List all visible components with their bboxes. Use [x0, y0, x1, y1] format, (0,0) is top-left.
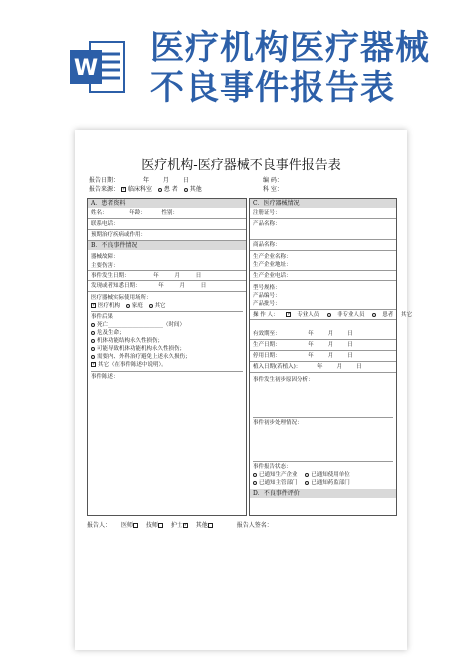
- source-option-other: 其他: [189, 186, 202, 193]
- document-page: [75, 130, 413, 650]
- outcome-death: 死亡____________________（时间）: [91, 320, 185, 328]
- status-radio-mfr[interactable]: [253, 473, 257, 477]
- role-doctor: 医师: [120, 522, 133, 529]
- outcome-radio-life[interactable]: [91, 331, 95, 335]
- left-panel: [87, 198, 247, 516]
- outcome-permanent: 机体功能结构永久性损伤；: [91, 336, 163, 344]
- outcome-possible: 可能导致机体功能机构永久性损伤；: [91, 344, 185, 352]
- role-nurse: 护士: [170, 522, 183, 529]
- source-radio-patient[interactable]: [158, 188, 162, 192]
- operator-option-pro: 专业人员: [297, 312, 320, 318]
- consequence-label: 事件后果: [91, 311, 243, 320]
- section-c-header: C．医疗器械情况: [250, 199, 396, 208]
- contact-phone-label: 联系电话：: [88, 219, 246, 230]
- use-place-options: [91, 301, 166, 309]
- report-date-row: [89, 177, 189, 185]
- manufacturer-label: 生产企业名称：: [253, 254, 292, 260]
- banner-title: [150, 28, 430, 108]
- footer-row: [87, 520, 273, 529]
- svg-text:W: W: [73, 56, 99, 81]
- section-b-header: B．不良事件情况: [88, 241, 246, 250]
- source-option-patient: 患 者: [163, 186, 178, 193]
- discover-date-row: [88, 281, 246, 292]
- occur-day: 日: [195, 273, 202, 279]
- status-radio-user[interactable]: [305, 473, 309, 477]
- operator-row: [250, 309, 413, 320]
- patient-sex-label: 性别：: [161, 210, 179, 216]
- occur-date-row: [88, 270, 246, 281]
- role-tech: 技师: [145, 522, 158, 529]
- source-radio-other[interactable]: [184, 188, 188, 192]
- prod-date-label: 生产日期：: [253, 342, 281, 348]
- implant-date-label: 植入日期(若植入)：: [253, 364, 302, 370]
- status-row-2: 已通知主管部门 已通知药监部门: [253, 478, 350, 486]
- main-harm-label: 主要伤害：: [91, 263, 119, 269]
- discover-day: 日: [200, 283, 207, 289]
- source-checkbox-clinical[interactable]: ✓: [121, 186, 127, 192]
- place-option-other: 其它: [154, 303, 166, 309]
- report-source-row: [89, 186, 202, 194]
- disease-label: 预期治疗疾病或作用：: [88, 230, 246, 241]
- day-label: 日: [182, 177, 189, 184]
- section-d-header: D．不良事件评价: [250, 489, 396, 498]
- discover-year: 年: [158, 283, 164, 289]
- device-fault-label: 器械故障：: [91, 254, 119, 260]
- outcome-radio-possible[interactable]: [91, 347, 95, 351]
- place-radio-home[interactable]: [126, 304, 130, 308]
- dept-label: 科 室：: [263, 186, 283, 193]
- occur-year: 年: [153, 273, 159, 279]
- role-checkbox-tech[interactable]: [158, 523, 163, 528]
- patient-basic-row: [88, 208, 246, 219]
- cause-analysis-label: 事件发生初步原因分析：: [253, 377, 314, 383]
- right-panel: [249, 198, 413, 516]
- operator-option-other: 其它: [401, 312, 413, 318]
- role-checkbox-other[interactable]: [208, 523, 213, 528]
- outcome-life: 危及生命；: [91, 328, 125, 336]
- reporter-label: 报告人：: [87, 522, 112, 529]
- discover-month: 月: [179, 283, 186, 289]
- occur-date-label: 事件发生日期：: [91, 273, 130, 279]
- outcome-radio-treatment[interactable]: [91, 355, 95, 359]
- outcome-treatment: 需要内、外科治疗避免上述永久损伤；: [91, 352, 191, 360]
- expiry-label: 有效期至：: [253, 331, 281, 337]
- code-label: 编 码：: [263, 177, 283, 184]
- discover-date-label: 发现或者知悉日期：: [91, 283, 141, 289]
- place-option-hospital: 医疗机构: [98, 303, 121, 309]
- operator-radio-patient[interactable]: [372, 313, 376, 317]
- outcome-radio-death[interactable]: [91, 323, 95, 327]
- operator-label: 操 作 人：: [253, 312, 279, 318]
- operator-option-nonpro: 非专业人员: [337, 312, 365, 318]
- status-radio-admin[interactable]: [253, 481, 257, 485]
- banner-title-line2: 不良事件报告表: [150, 68, 395, 108]
- operator-checkbox-pro[interactable]: ✓: [287, 311, 292, 317]
- patient-age-label: 年龄：: [129, 210, 146, 216]
- model-label: 型号规格：: [253, 285, 281, 291]
- document-title: 医疗机构-医疗器械不良事件报告表: [141, 158, 341, 173]
- word-icon: [70, 38, 126, 96]
- outcome-other: ✓ 其它（在事件陈述中说明）。: [92, 361, 167, 368]
- section-a-header: A．患者资料: [88, 199, 246, 208]
- patient-name-label: 姓名：: [91, 210, 108, 216]
- status-radio-fda[interactable]: [305, 481, 309, 485]
- month-label: 月: [162, 177, 169, 184]
- place-radio-other[interactable]: [149, 304, 153, 308]
- operator-radio-nonpro[interactable]: [327, 313, 331, 317]
- event-description-label: 事件陈述：: [91, 371, 243, 380]
- trade-name-label: 商品名称：: [250, 240, 396, 251]
- signature-label: 报告人签名：: [236, 522, 273, 529]
- role-checkbox-doctor[interactable]: [133, 523, 138, 528]
- report-date-label: 报告日期：: [89, 177, 120, 184]
- report-status-label: 事件报告状态：: [253, 461, 393, 470]
- banner: [0, 0, 474, 118]
- implant-date-row: 植入日期(若植入)： 年 月 日: [250, 362, 396, 373]
- manufacturer-address-label: 生产企业地址：: [253, 262, 292, 268]
- product-no-label: 产品编号：: [253, 293, 281, 299]
- outcome-radio-permanent[interactable]: [91, 339, 95, 343]
- manufacturer-phone-label: 生产企业电话：: [250, 270, 396, 281]
- banner-title-line1: 医疗机构医疗器械: [150, 28, 430, 68]
- prod-date-row: 生产日期： 年 月 日: [250, 340, 396, 351]
- stop-date-row: 停用日期： 年 月 日: [250, 351, 396, 362]
- role-other: 其他: [195, 522, 208, 529]
- outcome-checkbox-other[interactable]: ✓: [92, 361, 97, 367]
- occur-month: 月: [174, 273, 181, 279]
- role-checkbox-nurse[interactable]: ✓: [183, 522, 189, 528]
- source-option-clinical: 临床科室: [127, 186, 152, 193]
- expiry-row: 有效期至： 年 月 日: [250, 329, 396, 340]
- reg-no-label: 注册证号：: [250, 208, 396, 219]
- place-checkbox-hospital[interactable]: ✓: [92, 302, 97, 308]
- status-row-1: 已通知生产企业 已通知使用单位: [253, 470, 350, 478]
- batch-label: 产品批号：: [253, 301, 281, 307]
- use-place-label: 医疗器械实际使用场所：: [91, 295, 152, 301]
- product-name-label: 产品名称：: [250, 219, 396, 240]
- stop-date-label: 停用日期：: [253, 353, 281, 359]
- year-label: 年: [142, 177, 149, 184]
- operator-option-patient: 患者: [382, 312, 394, 318]
- place-option-home: 家庭: [131, 303, 143, 309]
- report-source-label: 报告来源：: [89, 186, 120, 193]
- handling-label: 事件初步处理情况：: [253, 417, 393, 426]
